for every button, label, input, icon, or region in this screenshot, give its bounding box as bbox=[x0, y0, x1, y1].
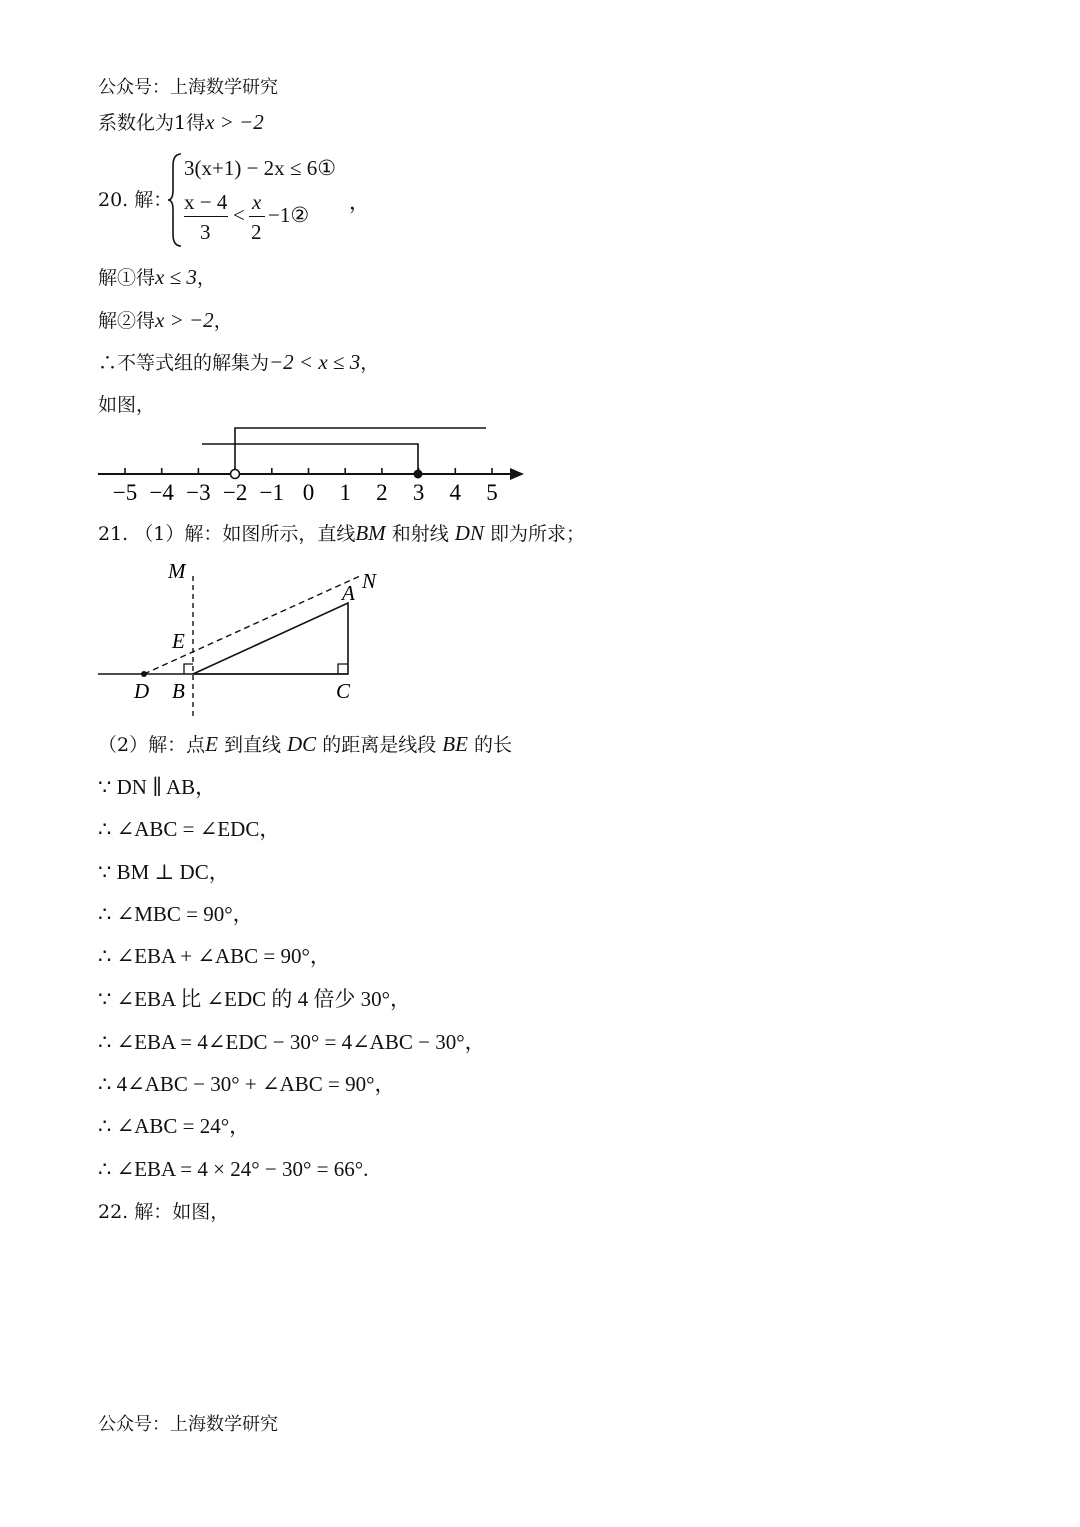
page-header: 公众号：上海数学研究 bbox=[98, 77, 278, 98]
number-line-tick-label: 2 bbox=[376, 480, 388, 505]
q22-label: 22. 解：如图， bbox=[98, 1201, 230, 1223]
q21-step: ∴ ∠EBA = 4 × 24° − 30° = 66°. bbox=[98, 1157, 369, 1181]
number-line-tick-label: −1 bbox=[259, 480, 285, 505]
number-line-tick-label: −3 bbox=[186, 480, 211, 505]
fraction-bar-right bbox=[249, 216, 265, 217]
number-line-tick-label: 3 bbox=[412, 480, 425, 505]
system-brace bbox=[168, 152, 184, 248]
q21-step: ∵ ∠EBA 比 ∠EDC 的 4 倍少 30°， bbox=[98, 987, 412, 1011]
right-angle-mark-c bbox=[338, 664, 348, 674]
fraction-bar-left bbox=[184, 216, 228, 217]
label-d: D bbox=[134, 679, 150, 703]
q21-step: ∴ ∠EBA + ∠ABC = 90°， bbox=[98, 944, 331, 968]
number-line-tick-label: 0 bbox=[302, 480, 315, 505]
number-line-tick-label: −5 bbox=[112, 480, 138, 505]
q20-step-3 bbox=[98, 350, 379, 375]
closed-dot-3 bbox=[414, 470, 423, 479]
q21-step: ∴ ∠MBC = 90°， bbox=[98, 902, 254, 926]
q20-step-2-text: 解②得 bbox=[98, 310, 156, 332]
q20-step-1-math: x ≤ 3 bbox=[155, 265, 197, 289]
q21-step: ∵ DN ∥ AB， bbox=[98, 775, 217, 799]
q21-step: ∴ 4∠ABC − 30° + ∠ABC = 90°， bbox=[98, 1072, 396, 1096]
number-line-figure bbox=[90, 420, 530, 512]
q21-dn: DN bbox=[454, 521, 484, 545]
previous-answer-math: x > −2 bbox=[205, 110, 264, 134]
label-b: B bbox=[172, 679, 185, 703]
right-angle-mark-b bbox=[184, 664, 193, 674]
number-line-tick-label: 4 bbox=[449, 480, 462, 505]
label-e: E bbox=[172, 629, 185, 653]
system-equation-2-right-numerator: x bbox=[252, 190, 262, 214]
q21-step: ∴ ∠ABC = ∠EDC， bbox=[98, 817, 281, 841]
q20-step-1 bbox=[98, 265, 216, 290]
q20-step-3-suffix: ， bbox=[360, 352, 380, 374]
bracket-x-gt-minus-2 bbox=[235, 428, 486, 474]
label-n: N bbox=[362, 569, 377, 593]
number-line-tick-label: 1 bbox=[339, 480, 351, 505]
q20-step-3-math: −2 < x ≤ 3 bbox=[269, 350, 361, 374]
system-equation-2-lt: < bbox=[233, 203, 245, 227]
q21-part2-text-c: 的距离是线段 bbox=[316, 734, 443, 756]
q20-step-3-text: ∴不等式组的解集为 bbox=[98, 352, 270, 374]
page-footer: 公众号：上海数学研究 bbox=[98, 1414, 278, 1435]
number-line-tick-label: −2 bbox=[222, 480, 248, 505]
q21-step: ∴ ∠ABC = 24°， bbox=[98, 1114, 251, 1138]
q21-line-dc: DC bbox=[287, 732, 317, 756]
previous-answer-text: 系数化为1得 bbox=[98, 112, 206, 134]
number-line-tick-label: −4 bbox=[149, 480, 174, 505]
q21-part2 bbox=[98, 732, 512, 757]
system-equation-2-right-denominator: 2 bbox=[251, 220, 262, 244]
q21-and: 和射线 bbox=[385, 523, 455, 545]
system-equation-2-left-numerator: x − 4 bbox=[184, 190, 228, 214]
system-comma: ， bbox=[349, 190, 370, 214]
number-line-tick-label: 5 bbox=[486, 480, 498, 505]
label-m: M bbox=[168, 559, 186, 583]
label-c: C bbox=[336, 679, 351, 703]
q21-part1-text: 21. （1）解：如图所示，直线 bbox=[98, 523, 356, 545]
triangle-abc bbox=[193, 603, 348, 674]
q20-step-2-math: x > −2 bbox=[155, 308, 214, 332]
q21-part1 bbox=[98, 521, 585, 546]
q20-step-2 bbox=[98, 308, 233, 333]
q21-part2-text-d: 的长 bbox=[467, 734, 512, 756]
q20-step-2-suffix: ， bbox=[213, 310, 233, 332]
point-d bbox=[141, 671, 147, 677]
previous-answer-line bbox=[98, 110, 264, 135]
q20-step-1-text: 解①得 bbox=[98, 267, 156, 289]
q21-step: ∴ ∠EBA = 4∠EDC − 30° = 4∠ABC − 30°， bbox=[98, 1030, 486, 1054]
q20-step-1-suffix: ， bbox=[196, 267, 216, 289]
q21-part2-text-b: 到直线 bbox=[217, 734, 288, 756]
q21-bm: BM bbox=[355, 521, 386, 545]
open-dot-minus-2 bbox=[231, 470, 240, 479]
dashed-ray-dn bbox=[144, 576, 360, 674]
system-equation-2-tail: −1② bbox=[268, 203, 310, 227]
label-a: A bbox=[342, 581, 355, 605]
q21-step: ∵ BM ⊥ DC， bbox=[98, 860, 230, 884]
geometry-figure bbox=[90, 556, 400, 722]
q20-figure-label: 如图， bbox=[98, 394, 156, 416]
q21-point-e: E bbox=[205, 732, 218, 756]
system-equation-1: 3(x+1) − 2x ≤ 6① bbox=[184, 156, 337, 180]
q20-label: 20. 解： bbox=[98, 189, 173, 211]
q21-segment-be: BE bbox=[442, 732, 468, 756]
system-equation-2-left-denominator: 3 bbox=[200, 220, 211, 244]
q21-part2-text-a: （2）解：点 bbox=[98, 734, 206, 756]
q21-part1-end: 即为所求； bbox=[483, 523, 586, 545]
